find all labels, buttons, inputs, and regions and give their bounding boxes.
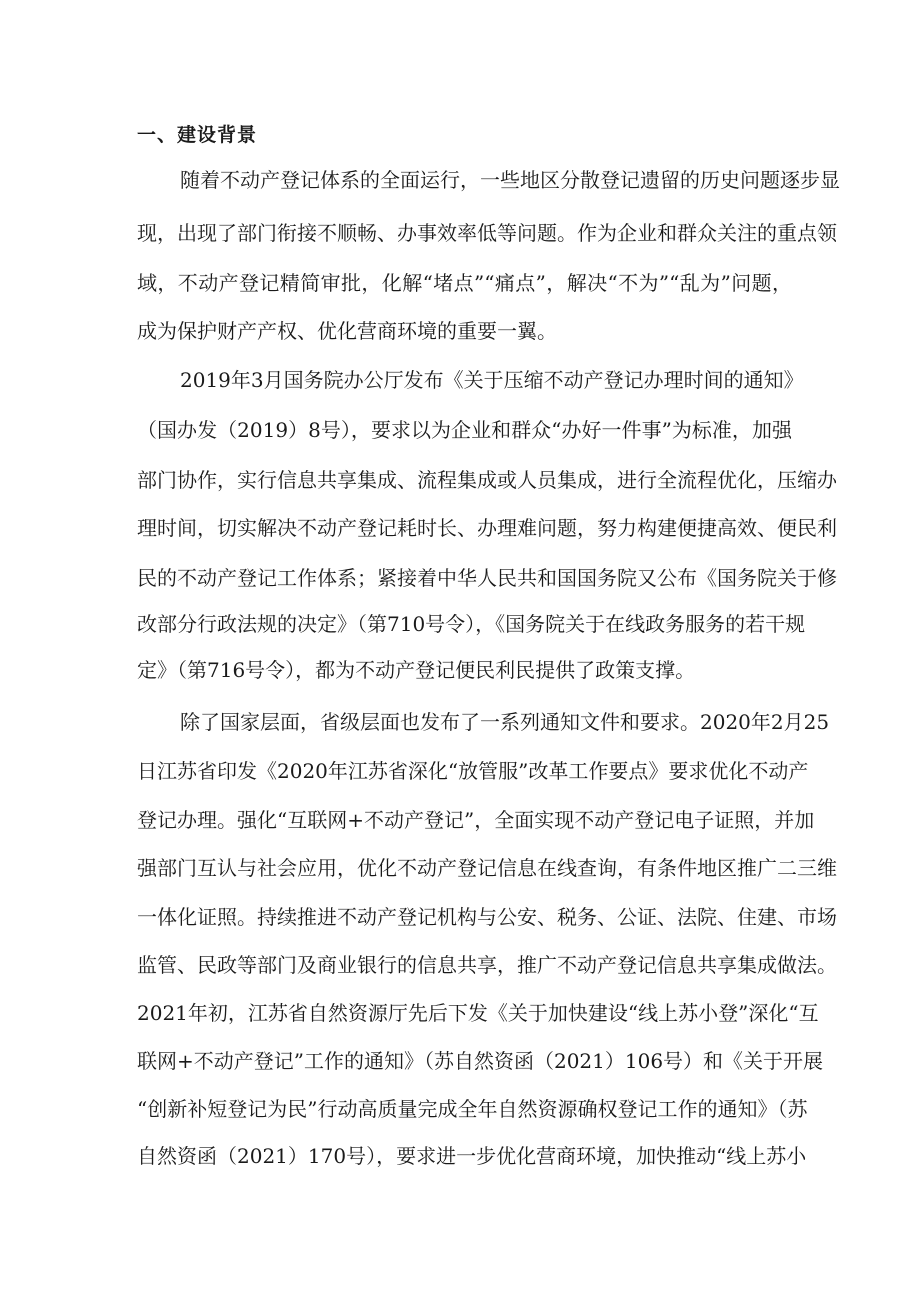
paragraph-2-line-6: 改部分行政法规的决定》（第710号令），《国务院关于在线政务服务的若干规 <box>137 612 806 636</box>
paragraph-2-line-4: 理时间，切实解决不动产登记耗时长、办理难问题，努力构建便捷高效、便民利 <box>137 516 837 540</box>
paragraph-3-line-10: 自然资函（2021）170号），要求进一步优化营商环境，加快推动“线上苏小 <box>137 1144 807 1168</box>
paragraph-2-line-7: 定》（第716号令），都为不动产登记便民利民提供了政策支撑。 <box>137 658 696 682</box>
paragraph-3-line-2: 日江苏省印发《2020年江苏省深化“放管服”改革工作要点》要求优化不动产 <box>137 759 809 783</box>
paragraph-3-line-8: 联网+不动产登记”工作的通知》（苏自然资函（2021）106号）和《关于开展 <box>137 1049 824 1073</box>
paragraph-3-line-1: 除了国家层面，省级层面也发布了一系列通知文件和要求。2020年2月25 <box>180 710 830 734</box>
paragraph-2-line-1: 2019年3月国务院办公厅发布《关于压缩不动产登记办理时间的通知》 <box>180 368 804 392</box>
paragraph-1-line-2: 现，出现了部门衔接不顺畅、办事效率低等问题。作为企业和群众关注的重点领 <box>137 221 837 245</box>
paragraph-1-line-3: 域，不动产登记精简审批，化解“堵点”“痛点”，解决“不为”“乱为”问题， <box>137 271 792 295</box>
paragraph-3-line-7: 2021年初，江苏省自然资源厅先后下发《关于加快建设“线上苏小登”深化“互 <box>137 1001 819 1025</box>
paragraph-2-line-2: （国办发（2019）8号），要求以为企业和群众“办好一件事”为标准，加强 <box>137 418 792 442</box>
section-heading: 一、建设背景 <box>137 124 258 146</box>
paragraph-3-line-4: 强部门互认与社会应用，优化不动产登记信息在线查询，有条件地区推广二三维 <box>137 856 837 880</box>
paragraph-3-line-5: 一体化证照。持续推进不动产登记机构与公安、税务、公证、法院、住建、市场 <box>137 905 837 929</box>
paragraph-3-line-6: 监管、民政等部门及商业银行的信息共享，推广不动产登记信息共享集成做法。 <box>137 953 837 977</box>
paragraph-1-line-4: 成为保护财产产权、优化营商环境的重要一翼。 <box>137 319 557 343</box>
paragraph-2-line-3: 部门协作，实行信息共享集成、流程集成或人员集成，进行全流程优化，压缩办 <box>137 468 837 492</box>
paragraph-3-line-9: “创新补短登记为民”行动高质量完成全年自然资源确权登记工作的通知》（苏 <box>137 1097 808 1121</box>
paragraph-2-line-5: 民的不动产登记工作体系；紧接着中华人民共和国国务院又公布《国务院关于修 <box>137 566 837 590</box>
paragraph-3-line-3: 登记办理。强化“互联网+不动产登记”，全面实现不动产登记电子证照，并加 <box>137 808 815 832</box>
paragraph-1-line-1: 随着不动产登记体系的全面运行，一些地区分散登记遗留的历史问题逐步显 <box>180 168 840 192</box>
